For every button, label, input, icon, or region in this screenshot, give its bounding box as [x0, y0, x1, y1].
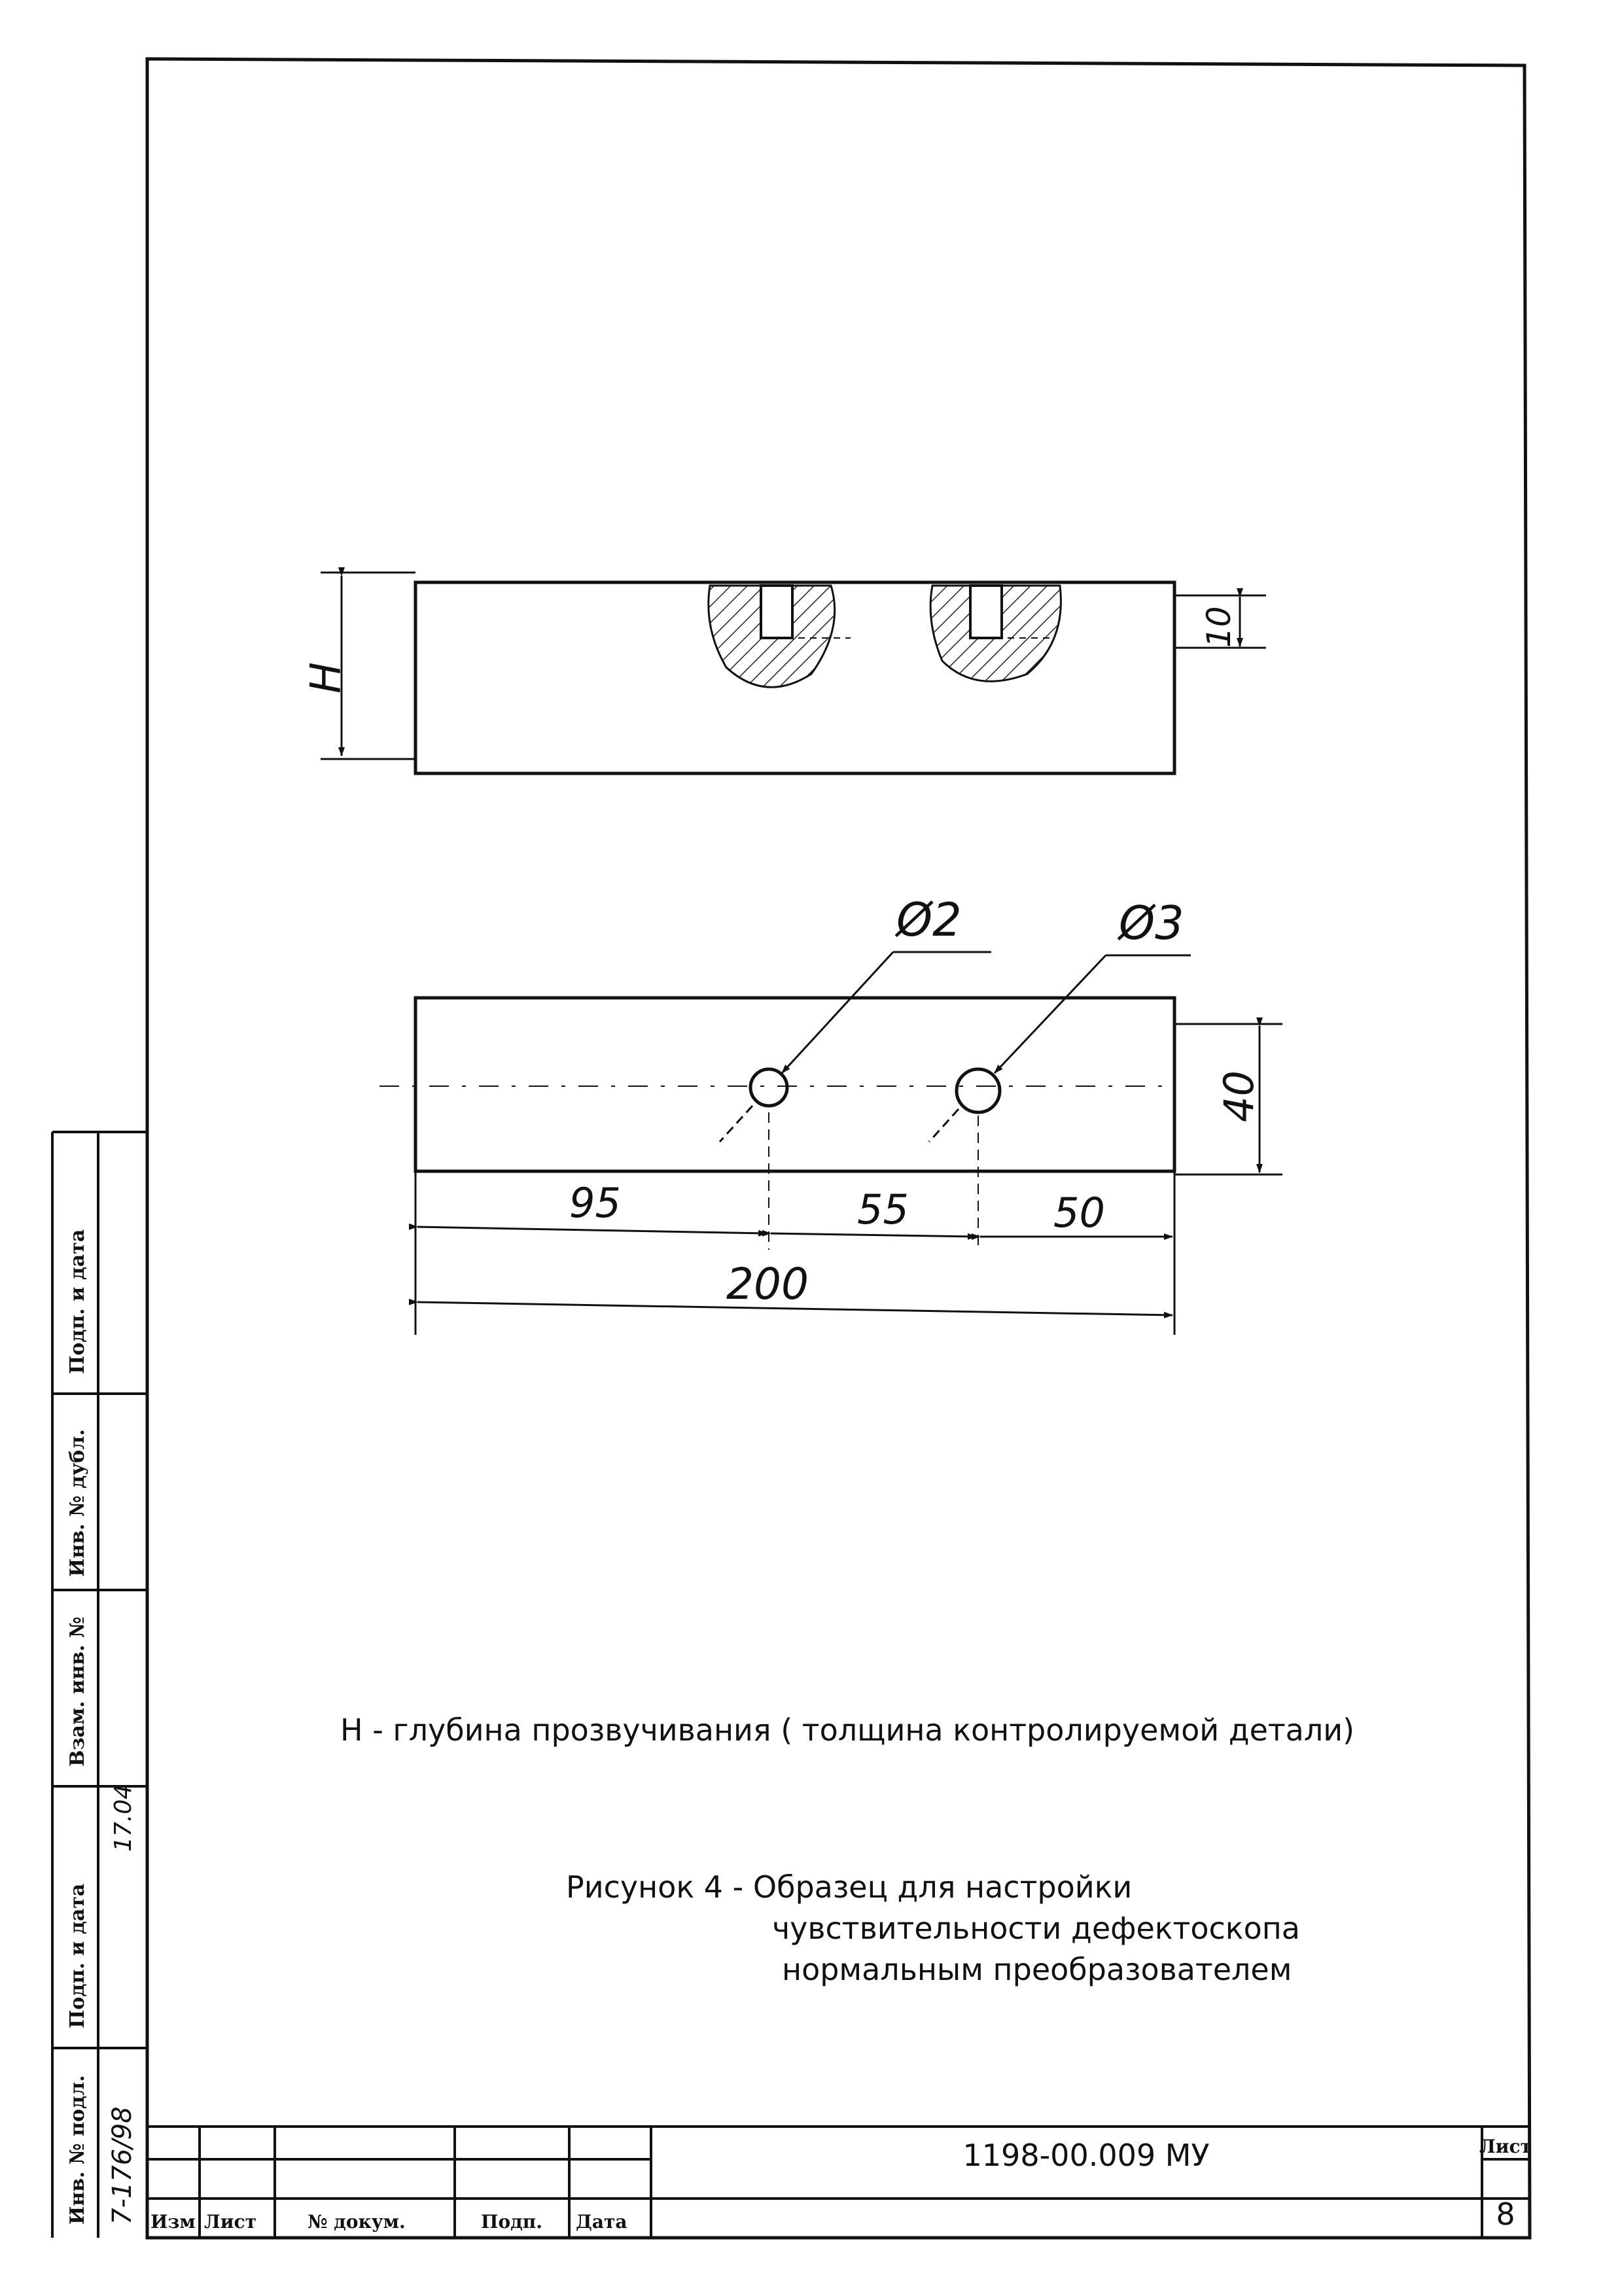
sheet-number: 8 [1496, 2197, 1515, 2232]
side-label-inv-dubl: Инв. № дубл. [66, 1429, 89, 1577]
tb-header-izm: Изм [150, 2211, 196, 2233]
dia-3-label: Ø3 [1119, 896, 1184, 950]
side-label-vzam-inv: Взам. инв. № [66, 1616, 89, 1767]
top-view [379, 893, 1282, 1335]
side-label-podp-data-1: Подп. и дата [66, 1883, 89, 2028]
dim-line-95 [417, 1227, 767, 1233]
dist-50-label: 50 [1053, 1189, 1105, 1237]
tb-header-data: Дата [576, 2211, 627, 2233]
side-stamp-labels [66, 1229, 137, 2225]
hole-dia-3 [957, 1069, 1000, 1112]
hole-1 [761, 586, 792, 638]
side-signature-date: 17.04 [110, 1784, 137, 1852]
side-inv-number: 7-176/98 [107, 2106, 137, 2225]
h-label: H [302, 662, 351, 694]
dist-95-label: 95 [569, 1179, 621, 1227]
dim-line-55 [771, 1233, 976, 1237]
tb-header-podp: Подп. [481, 2211, 543, 2233]
caption-line-2: чувствительности дефектоскопа [772, 1911, 1300, 1946]
width-label: 40 [1215, 1070, 1263, 1122]
title-block-text [150, 2136, 1532, 2233]
hole-2 [970, 586, 1002, 638]
leader-dia-2 [782, 952, 893, 1073]
tb-header-list: Лист [204, 2211, 256, 2233]
tb-header-dokum: № докум. [308, 2211, 406, 2233]
side-label-podp-data-2: Подп. и дата [66, 1229, 89, 1374]
dist-55-label: 55 [857, 1186, 909, 1233]
side-view [302, 573, 1266, 773]
legend-text: H - глубина прозвучивания ( толщина контролируемой детали) [340, 1712, 1355, 1748]
top-view-body [415, 998, 1174, 1171]
total-length-label: 200 [726, 1259, 809, 1309]
caption-line-3: нормальным преобразователем [782, 1952, 1292, 1987]
hole-dia-2 [750, 1069, 787, 1106]
sheet-label: Лист [1479, 2136, 1532, 2157]
document-designation: 1198-00.009 МУ [962, 2138, 1210, 2173]
dia-2-label: Ø2 [896, 893, 962, 947]
side-label-inv-podl: Инв. № подл. [66, 2075, 89, 2225]
leader-dia-3 [995, 955, 1106, 1073]
depth-label: 10 [1200, 606, 1238, 648]
caption-line-1: Рисунок 4 - Образец для настройки [566, 1869, 1133, 1905]
